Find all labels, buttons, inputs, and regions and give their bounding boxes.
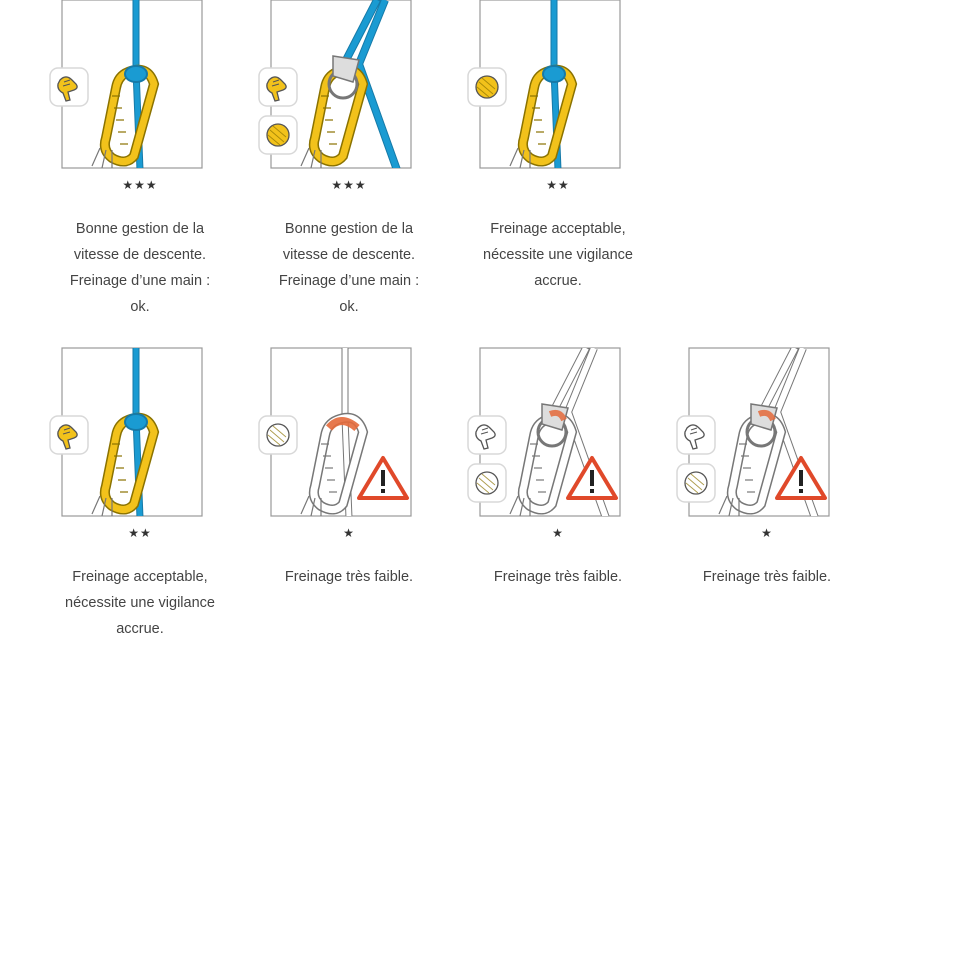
technique-caption xyxy=(20,216,260,320)
technique-illustration xyxy=(667,348,867,520)
braking-rating: ★ xyxy=(761,526,773,540)
braking-rating: ★ xyxy=(343,526,355,540)
braking-rating: ★★ xyxy=(128,526,152,540)
caption-line: Freinage d’une main : xyxy=(69,273,211,289)
technique-caption xyxy=(647,564,887,590)
technique-caption xyxy=(229,216,469,320)
hand-grip-icon xyxy=(259,68,297,106)
technique-illustration xyxy=(40,0,240,172)
technique-caption xyxy=(438,216,678,294)
caption-line: accrue. xyxy=(116,621,164,637)
gate-icon xyxy=(259,116,297,154)
gate-icon xyxy=(677,464,715,502)
caption-line: Freinage acceptable, xyxy=(72,569,208,585)
technique-illustration xyxy=(40,348,240,520)
braking-rating: ★★★ xyxy=(122,178,158,192)
technique-illustration xyxy=(458,348,658,520)
hand-grip-icon xyxy=(677,416,715,454)
gate-icon xyxy=(468,464,506,502)
technique-caption xyxy=(438,564,678,590)
braking-rating: ★ xyxy=(552,526,564,540)
caption-line: Bonne gestion de la xyxy=(75,221,205,237)
hand-grip-icon xyxy=(50,68,88,106)
caption-line: vitesse de descente. xyxy=(282,247,416,263)
braking-rating: ★★ xyxy=(546,178,570,192)
caption-line: Freinage acceptable, xyxy=(490,221,626,237)
gate-icon xyxy=(259,416,297,454)
caption-line: nécessite une vigilance xyxy=(65,595,215,611)
caption-line: ok. xyxy=(339,299,359,315)
caption-line: accrue. xyxy=(534,273,582,289)
gate-icon xyxy=(468,68,506,106)
braking-rating: ★★★ xyxy=(331,178,367,192)
caption-line: nécessite une vigilance xyxy=(483,247,633,263)
caption-line: Bonne gestion de la xyxy=(284,221,414,237)
technique-illustration xyxy=(249,0,449,172)
hand-grip-icon xyxy=(50,416,88,454)
technique-illustration xyxy=(249,348,449,520)
caption-line: ok. xyxy=(130,299,150,315)
technique-caption xyxy=(20,564,260,642)
caption-line: Freinage très faible. xyxy=(493,569,623,585)
caption-line: Freinage très faible. xyxy=(284,569,414,585)
technique-illustration xyxy=(458,0,658,172)
caption-line: Freinage très faible. xyxy=(702,569,832,585)
hand-grip-icon xyxy=(468,416,506,454)
caption-line: Freinage d’une main : xyxy=(278,273,420,289)
technique-caption xyxy=(229,564,469,590)
caption-line: vitesse de descente. xyxy=(73,247,207,263)
